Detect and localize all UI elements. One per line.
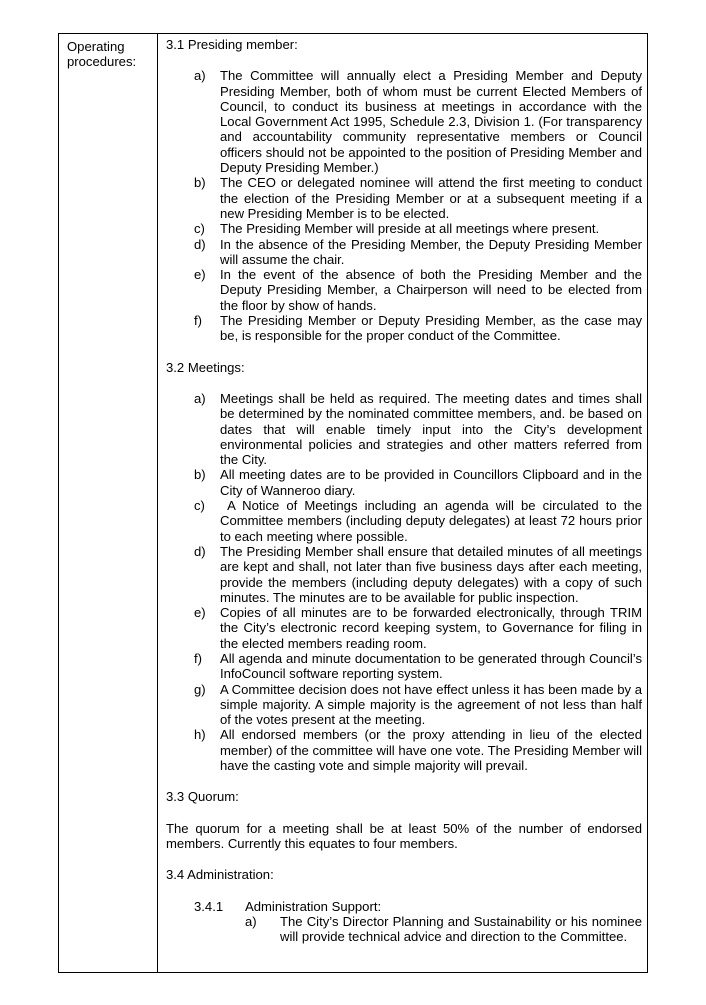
section-heading-presiding-member: 3.1 Presiding member: <box>166 37 298 52</box>
quorum-text: The quorum for a meeting shall be at least 50% of the number of endorsed members. Currently this equates to four members. <box>166 820 642 851</box>
procedures-table <box>58 33 648 973</box>
list-item: d) In the absence of the Presiding Member, the Deputy Presiding Member will assume the chair. <box>194 236 642 267</box>
list-item: a) The Committee will annually elect a Presiding Member and Deputy Presiding Member, both of whom must be current Elected Members of Council, to conduct its business at meetings in accordance with the Local Government Act 1995, Schedule 2.3, Division 1. (For transparency and accountability community representative members or Council officers should not be appointed to the position of Presiding Member and Deputy Presiding Member.) <box>194 68 642 176</box>
list-item: c) A Notice of Meetings including an agenda will be circulated to the Committee members (including deputy delegates) at least 72 hours prior to each meeting where possible. <box>194 498 642 544</box>
subsection-heading <box>166 899 642 914</box>
section-heading-administration: 3.4 Administration: <box>166 867 274 883</box>
list-item: e) Copies of all minutes are to be forwarded electronically, through TRIM the City’s electronic record keeping system, to Governance for filing in the elected members reading room. <box>194 605 642 651</box>
section-heading-quorum: 3.3 Quorum: <box>166 789 239 805</box>
list-item: f) The Presiding Member or Deputy Presiding Member, as the case may be, is responsible for the proper conduct of the Committee. <box>194 313 642 344</box>
row-label: Operating procedures: <box>67 39 137 70</box>
list-item: c) The Presiding Member will preside at all meetings where present. <box>194 221 600 237</box>
list-item: a) Meetings shall be held as required. The meeting dates and times shall be determined by the nominated committee members, and. be based on dates that will enable timely input into the City’s development environmental policies and strategies and other matters referred from the City. <box>194 390 642 468</box>
section-heading-meetings: 3.2 Meetings: <box>166 359 245 375</box>
meetings-list <box>166 391 642 773</box>
subsection-number: 3.4.1 <box>194 898 224 914</box>
list-item: h) All endorsed members (or the proxy attending in lieu of the elected member) of the committee will have one vote. The Presiding Member will have the casting vote and simple majority will prevail. <box>194 727 642 774</box>
column-divider <box>157 34 158 972</box>
list-item: d) The Presiding Member shall ensure that detailed minutes of all meetings are kept and shall, not later than five business days after each meeting, provide the members (including deputy delegates) with a copy of such minutes. The minutes are to be available for public inspection. <box>194 543 642 605</box>
list-item: b) The CEO or delegated nominee will attend the first meeting to conduct the election of the Presiding Member or at a subsequent meeting if a new Presiding Member is to be elected. <box>194 175 642 221</box>
procedures-content <box>166 37 642 944</box>
subsection-title: Administration Support: <box>245 898 382 914</box>
list-item: g) A Committee decision does not have effect unless it has been made by a simple majority. A simple majority is the agreement of not less than half of the votes present at the meeting. <box>194 681 642 728</box>
list-item: b) All meeting dates are to be provided in Councillors Clipboard and in the City of Wanneroo diary. <box>194 467 642 498</box>
list-item: a) The City’s Director Planning and Sustainability or his nominee will provide technical advice and direction to the Committee. <box>245 913 642 945</box>
presiding-member-list <box>166 68 642 343</box>
list-item: f) All agenda and minute documentation to be generated through Council’s InfoCouncil software reporting system. <box>194 650 642 682</box>
list-item: e) In the event of the absence of both the Presiding Member and the Deputy Presiding Member, a Chairperson will need to be elected from the floor by show of hands. <box>194 267 642 313</box>
